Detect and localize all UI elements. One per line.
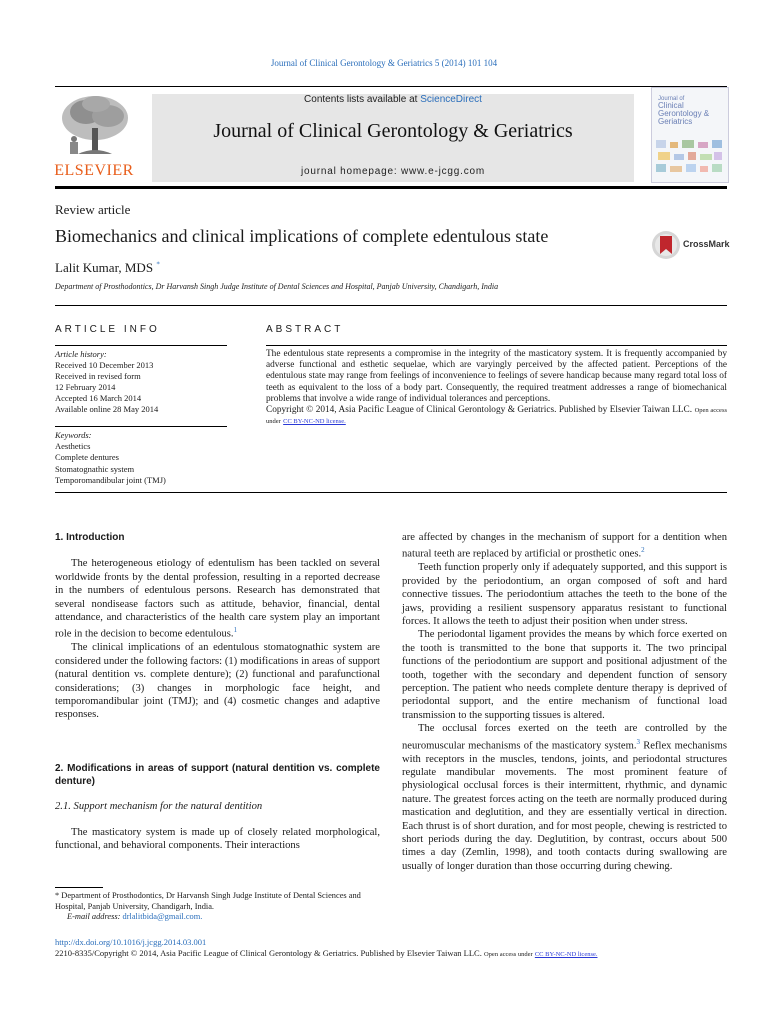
- section-heading-introduction: 1. Introduction: [55, 532, 125, 543]
- paragraph: [402, 722, 727, 873]
- divider: [55, 86, 727, 87]
- running-header[interactable]: Journal of Clinical Gerontology & Geriatrics 5 (2014) 101 104: [270, 58, 498, 68]
- crossmark-icon[interactable]: [651, 229, 681, 261]
- divider: [55, 186, 727, 189]
- reference-link[interactable]: 2: [641, 546, 645, 555]
- paragraph-text: The occlusal forces exerted on the teeth are controlled by the neuromuscular mechanisms of the masticatory system.: [402, 723, 727, 752]
- divider: [266, 345, 727, 346]
- cover-small-text: Journal of: [658, 96, 685, 102]
- elsevier-wordmark: ELSEVIER: [54, 162, 134, 179]
- abstract-heading: ABSTRACT: [266, 324, 344, 335]
- history-item: Received 10 December 2013: [55, 360, 154, 370]
- paragraph: The clinical implications of an edentulous stomatognathic system are considered under the following factors: (1) modifications in areas of support (natural dentition vs. complete denture); (2) functional and parafunctional considerations; (3) changes in morphologic face height, and temporomandibular joint (TMJ); and (4) cosmetic changes and adaptive responses.: [55, 642, 380, 721]
- paragraph-text: The heterogeneous etiology of edentulism has been tackled on several worldwide fronts by the dental profession, resulting in a reported decrease in the numbers of edentulous persons. Research has demonstrated that several nondisease factors such as attitude, behavior, financial, dental attendance, and characteristics of the health care system play an important role in the decision to become edentulous.: [55, 558, 380, 640]
- author-footnote-link[interactable]: *: [156, 260, 160, 269]
- divider: [55, 492, 727, 493]
- footnote-mark: *: [55, 891, 60, 900]
- abstract-text: The edentulous state represents a compromise in the integrity of the masticatory system. It is frequently accompanied by adverse functional and esthetic sequelae, which are varyingly perceived by the affected patient. Perceptions of the edentulous state may range from feelings of inconvenience to feelings of severe handicap because many regard total loss of teeth as equivalent to the loss of a body part. Consequently, the required treatment addresses a range of biomechanical problems that involve a wide range of individual tolerances and perceptions.: [266, 349, 727, 404]
- section-heading-2: 2. Modifications in areas of support (natural dentition vs. complete denture): [55, 762, 380, 788]
- email-link[interactable]: drlalitbida@gmail.com.: [122, 912, 203, 921]
- divider: [55, 426, 227, 427]
- journal-cover-thumbnail: [651, 87, 729, 183]
- paragraph-text: are affected by changes in the mechanism of support for a dentition when natural teeth are replaced by artificial or prosthetic ones.: [402, 532, 727, 560]
- history-item: 12 February 2014: [55, 382, 116, 392]
- journal-title: Journal of Clinical Gerontology & Geriatrics: [213, 120, 573, 142]
- paragraph: Teeth function properly only if adequately supported, and this support is provided by the periodontium, an organ composed of soft and hard connective tissues. The periodontium attaches the teeth to the bone of the jaws, providing a resilient suspensory apparatus resistant to functional forces. It allows the teeth to adjust their position when under stress.: [402, 562, 727, 627]
- keywords: [55, 430, 227, 486]
- issn-copyright: 2210-8335/Copyright © 2014, Asia Pacific League of Clinical Gerontology & Geriatrics. Published by Elsevier Taiwan LLC.: [55, 948, 482, 958]
- keyword: Complete dentures: [55, 452, 119, 463]
- contents-line: [152, 94, 634, 105]
- history-item: Accepted 16 March 2014: [55, 393, 142, 403]
- history-item: Available online 28 May 2014: [55, 404, 159, 414]
- article-type: Review article: [55, 202, 131, 217]
- paragraph: [55, 557, 380, 641]
- article-info-heading: ARTICLE INFO: [55, 324, 160, 335]
- divider: [55, 345, 227, 346]
- cover-title: Clinical Gerontology & Geriatrics: [658, 101, 710, 126]
- paragraph: The masticatory system is made up of closely related morphological, functional, and behavioral components. Their interactions: [55, 827, 380, 852]
- keyword: Temporomandibular joint (TMJ): [55, 474, 166, 485]
- paragraph-text: Reflex mechanisms with receptors in the muscles, tendons, joints, and periodontal structures regulate mandibular movements. The most prominent feature of physiological occlusal forces is their intermittent, rhythmic, and dynamic nature. The greatest forces acting on the teeth are normally produced during mastication and deglutition, and they are essentially vertical in direction. Each thrust is of short duration, and for most people, chewing is restricted to short periods during the day. Deglutition, by contrast, occurs about 500 times a day (Zemlin, 1998), and tooth contacts during swallowing are usually of longer duration than those occurring during chewing.: [402, 740, 728, 872]
- abstract-body: [266, 349, 727, 427]
- doi-link[interactable]: http://dx.doi.org/10.1016/j.jcgg.2014.03.001: [55, 937, 207, 947]
- author-name: Lalit Kumar, MDS: [55, 260, 154, 275]
- affiliation: Department of Prosthodontics, Dr Harvansh Singh Judge Institute of Dental Sciences and Hospital, Panjab University, Chandigarh, India: [55, 282, 499, 291]
- open-access-label: Open access under: [266, 407, 728, 426]
- license-link[interactable]: CC BY-NC-ND license.: [283, 418, 346, 426]
- email-label: E-mail address:: [67, 912, 121, 921]
- abstract-copyright: [266, 405, 727, 427]
- contents-prefix: Contents lists available at: [304, 94, 418, 105]
- copyright-text: Copyright © 2014, Asia Pacific League of Clinical Gerontology & Geriatrics. Published by Elsevier Taiwan LLC.: [266, 405, 693, 416]
- paragraph: [402, 531, 727, 561]
- history-item: Received in revised form: [55, 371, 141, 381]
- subsection-heading-2-1: 2.1. Support mechanism for the natural dentition: [55, 800, 263, 812]
- reference-link[interactable]: 3: [636, 737, 641, 746]
- crossmark-label[interactable]: CrossMark: [683, 239, 730, 249]
- footnote-text: Department of Prosthodontics, Dr Harvansh Singh Judge Institute of Dental Sciences and Hospital, Panjab University, Chandigarh, India.: [55, 891, 361, 911]
- left-column: [55, 531, 380, 853]
- author-line: [55, 260, 160, 276]
- open-access-label: Open access under: [483, 951, 533, 958]
- keywords-label: Keywords:: [55, 430, 92, 440]
- paragraph: The periodontal ligament provides the means by which force exerted on the tooth is transmitted to the bone that supports it. The two principal functions of the periodontium are support and positional adjustment of the tooth, together with the secondary and dependent function of sensory perception. The patient who needs complete denture therapy is deprived of periodontal support, and the entire mechanism of functional load transmission to the supporting tissues is altered.: [402, 629, 727, 721]
- footnote-rule: [55, 887, 103, 888]
- elsevier-tree-logo: [58, 92, 132, 164]
- divider: [55, 305, 727, 306]
- journal-homepage[interactable]: journal homepage: www.e-jcgg.com: [300, 166, 485, 177]
- cover-pattern: [652, 138, 728, 182]
- sciencedirect-link[interactable]: ScienceDirect: [420, 94, 482, 105]
- reference-link[interactable]: 1: [233, 626, 238, 635]
- corresponding-author-footnote: [55, 891, 380, 923]
- keyword: Aesthetics: [55, 441, 91, 452]
- article-title: Biomechanics and clinical implications of complete edentulous state: [55, 226, 549, 246]
- article-history: [55, 349, 227, 415]
- issn-line: [55, 948, 598, 958]
- history-label: Article history:: [55, 349, 107, 359]
- keyword: Stomatognathic system: [55, 463, 135, 474]
- license-link[interactable]: CC BY-NC-ND license.: [534, 951, 598, 958]
- right-column: [402, 531, 727, 873]
